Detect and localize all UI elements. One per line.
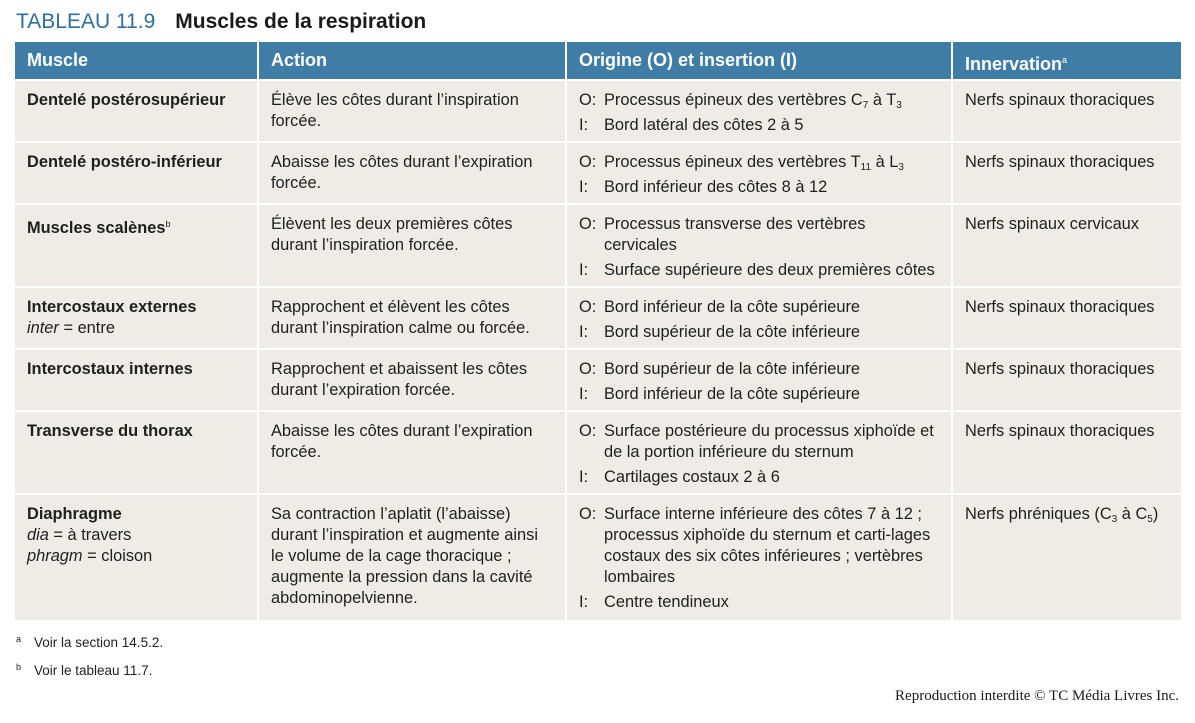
origin-line: O: Processus épineux des vertèbres $T_{11}$ à $L_3$ [579,153,904,173]
footnote: b Voir le tableau 11.7. [16,662,153,678]
origin-line: O: Bord inférieur de la côte supérieure [579,298,861,316]
header-action: Action [259,42,565,79]
insertion-line: I: Bord supérieur de la côte inférieure [579,323,861,341]
table-row [15,205,1181,286]
insertion-line: I: Bord latéral des côtes 2 à 5 [579,116,804,134]
action-text: Rapprochent et abaissent les côtes durant l’expiration forcée. [271,360,528,399]
table-row [15,495,1181,620]
innervation-text: Nerfs spinaux thoraciques [965,153,1155,171]
table-name: Muscles de la respiration [175,10,427,33]
copyright-notice: Reproduction interdite © TC Média Livres Inc. [895,688,1179,704]
action-text: Sa contraction l’aplatit (l’abaisse) durant l’inspiration et augmente ainsi le volume de la cage thoracique ; augmente la pression dans la cavité abdominopelvienne. [271,505,538,607]
footnote-mark-a: a [1062,55,1068,65]
footnote: a Voir la section 14.5.2. [16,634,164,650]
header-innervation: Innervation$^a$ [953,42,1181,79]
table-header-row [15,42,1181,79]
action-text: Élèvent les deux premières côtes durant l’inspiration forcée. [271,215,513,254]
table-row [15,350,1181,410]
table-row [15,412,1181,493]
etymology: phragm = cloison [27,547,153,565]
innervation-text: Nerfs phréniques ($C_3$ à $C_5$) [965,505,1159,525]
insertion-line: I: Surface supérieure des deux premières côtes [579,261,935,279]
footnotes [16,627,163,683]
origin-line: O: Processus transverse des vertèbres cervicales [579,215,866,254]
muscle-name: Intercostaux internes [27,360,193,378]
insertion-line: I: Bord inférieur de la côte supérieure [579,385,861,403]
innervation-text: Nerfs spinaux thoraciques [965,91,1155,109]
table-number: TABLEAU 11.9 [16,10,156,33]
innervation-text: Nerfs spinaux thoraciques [965,298,1155,316]
table-row [15,81,1181,141]
innervation-text: Nerfs spinaux thoraciques [965,360,1155,378]
action-text: Rapprochent et élèvent les côtes durant l’inspiration calme ou forcée. [271,298,530,337]
table-row [15,288,1181,348]
action-text: Élève les côtes durant l’inspiration forcée. [271,91,519,130]
origin-line: O: Processus épineux des vertèbres $C_7$ à $T_3$ [579,91,902,111]
etymology: dia = à travers [27,526,132,544]
footnote-mark-b: b [165,219,171,229]
origin-line: O: Surface postérieure du processus xiphoïde et de la portion inférieure du sternum [579,422,934,461]
muscle-name: Diaphragme [27,505,122,523]
muscle-name: Intercostaux externes [27,298,197,316]
table-title [16,9,426,35]
header-muscle: Muscle [15,42,257,79]
etymology: inter = entre [27,319,115,337]
muscle-name: Dentelé postéro-inférieur [27,153,222,171]
table-row [15,143,1181,203]
insertion-line: I: Centre tendineux [579,593,729,611]
muscles-table [15,42,1181,622]
innervation-text: Nerfs spinaux thoraciques [965,422,1155,440]
origin-line: O: Surface interne inférieure des côtes 7 à 12 ; processus xiphoïde du sternum et carti-lages costaux des six côtes inférieures ; vertèbres lombaires [579,505,931,586]
action-text: Abaisse les côtes durant l’expiration forcée. [271,422,533,461]
innervation-text: Nerfs spinaux cervicaux [965,215,1139,233]
muscle-name: Muscles scalènes [27,219,166,237]
muscle-name: Transverse du thorax [27,422,193,440]
insertion-line: I: Bord inférieur des côtes 8 à 12 [579,178,828,196]
origin-line: O: Bord supérieur de la côte inférieure [579,360,861,378]
muscle-name: Dentelé postérosupérieur [27,91,226,109]
header-origin-insertion: Origine (O) et insertion (I) [567,42,951,79]
action-text: Abaisse les côtes durant l’expiration forcée. [271,153,533,192]
insertion-line: I: Cartilages costaux 2 à 6 [579,468,780,486]
